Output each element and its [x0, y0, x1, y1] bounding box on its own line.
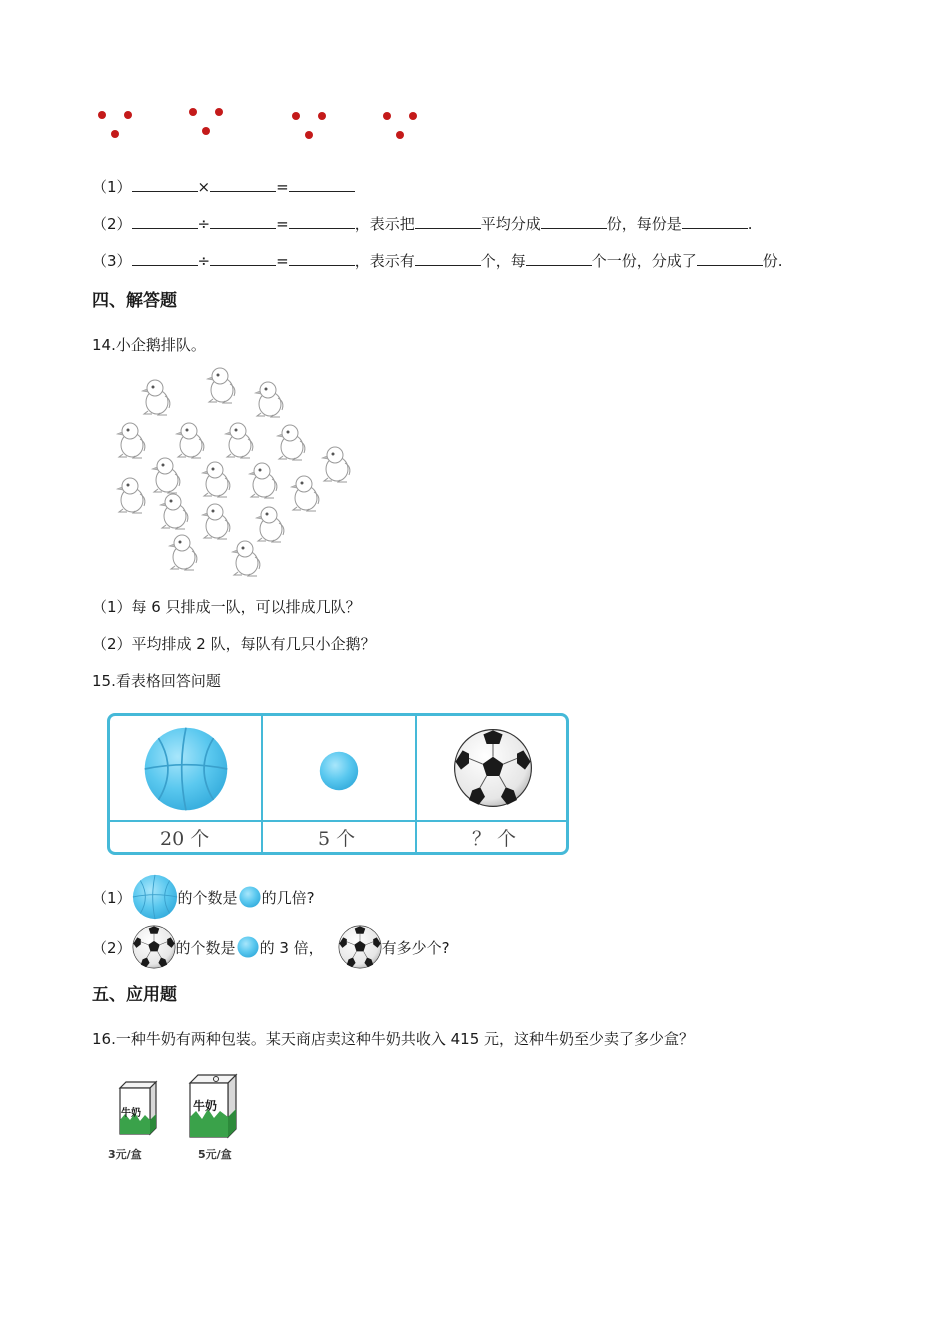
dot	[202, 127, 210, 135]
operator: =	[276, 178, 289, 196]
item-number: （1）	[92, 888, 132, 907]
basketball-count: 20 个	[160, 828, 210, 850]
penguin-icon	[275, 423, 309, 461]
q13-line2	[92, 213, 753, 234]
operator: ×	[197, 178, 211, 196]
dot	[396, 131, 404, 139]
item-number: （2）	[92, 215, 132, 233]
penguin-icon	[205, 366, 239, 404]
dot	[409, 112, 417, 120]
operator: ÷	[197, 215, 211, 233]
answer-blank[interactable]	[415, 251, 481, 266]
penguin-icon	[253, 380, 287, 418]
penguin-icon	[289, 474, 323, 512]
penguin-icon	[200, 460, 234, 498]
dot	[305, 131, 313, 139]
dot	[215, 108, 223, 116]
q15-title: 15.看表格回答问题	[92, 672, 221, 690]
penguin-icon	[223, 421, 257, 459]
penguin-icon	[200, 502, 234, 540]
item-number: （1）	[92, 178, 132, 196]
dot	[111, 130, 119, 138]
table-divider	[261, 716, 263, 852]
text: 有多少个?	[381, 938, 450, 957]
table-divider	[415, 716, 417, 852]
text: ，表示有	[354, 252, 415, 270]
milk-large-price: 5元/盒	[198, 1148, 232, 1161]
basketball-icon	[143, 726, 229, 812]
text: 个一份，分成了	[591, 252, 697, 270]
table-divider	[110, 820, 566, 822]
small-ball-icon	[319, 751, 359, 791]
text: 份.	[762, 252, 783, 270]
answer-blank[interactable]	[526, 251, 592, 266]
answer-blank[interactable]	[541, 214, 607, 229]
text: 个，每	[480, 252, 526, 270]
penguin-icon	[115, 421, 149, 459]
q13-line1	[92, 176, 355, 197]
section-4-title: 四、解答题	[92, 291, 177, 311]
answer-blank[interactable]	[415, 214, 481, 229]
penguin-icon	[174, 421, 208, 459]
q15-sub1	[92, 874, 315, 920]
penguin-icon	[158, 492, 192, 530]
answer-blank[interactable]	[289, 177, 355, 192]
text: 的个数是	[175, 938, 236, 957]
penguin-icon	[230, 539, 264, 577]
soccer-ball-count: ？ 个	[472, 828, 517, 850]
penguin-icon	[115, 476, 149, 514]
q14-sub1: （1）每 6 只排成一队，可以排成几队？	[92, 598, 361, 616]
dot	[383, 112, 391, 120]
operator: ÷	[197, 252, 211, 270]
basketball-icon	[132, 874, 178, 920]
text: 的个数是	[177, 888, 238, 907]
answer-blank[interactable]	[132, 177, 198, 192]
dot	[124, 111, 132, 119]
penguin-icon	[140, 378, 174, 416]
dot	[292, 112, 300, 120]
q15-sub2	[92, 924, 450, 970]
small-ball-icon	[239, 886, 261, 908]
text: 的几倍?	[261, 888, 315, 907]
item-number: （3）	[92, 252, 132, 270]
answer-blank[interactable]	[132, 251, 198, 266]
dot	[98, 111, 106, 119]
ball-count-table	[107, 713, 569, 855]
answer-blank[interactable]	[132, 214, 198, 229]
q16-title: 16.一种牛奶有两种包装。某天商店卖这种牛奶共收入 415 元，这种牛奶至少卖了多少盒？	[92, 1030, 695, 1048]
answer-blank[interactable]	[210, 214, 276, 229]
text: ，表示把	[354, 215, 415, 233]
section-5-title: 五、应用题	[92, 985, 177, 1005]
penguin-icon	[320, 445, 354, 483]
soccer-ball-icon	[453, 728, 533, 808]
answer-blank[interactable]	[289, 251, 355, 266]
text: .	[747, 215, 753, 233]
small-ball-icon	[237, 936, 259, 958]
text: 的 3 倍，	[259, 938, 324, 957]
penguin-icon	[254, 505, 288, 543]
q14-title: 14.小企鹅排队。	[92, 336, 206, 354]
answer-blank[interactable]	[697, 251, 763, 266]
soccer-ball-icon	[132, 925, 176, 969]
small-ball-count: 5 个	[318, 828, 356, 850]
milk-small-price: 3元/盒	[108, 1148, 142, 1161]
answer-blank[interactable]	[210, 177, 276, 192]
q14-sub2: （2）平均排成 2 队，每队有几只小企鹅？	[92, 635, 376, 653]
q13-line3	[92, 250, 783, 271]
item-number: （2）	[92, 938, 132, 957]
operator: =	[276, 252, 289, 270]
text: 份，每份是	[606, 215, 682, 233]
soccer-ball-icon	[338, 925, 382, 969]
answer-blank[interactable]	[210, 251, 276, 266]
answer-blank[interactable]	[289, 214, 355, 229]
milk-box-large-text: 牛奶	[193, 1099, 218, 1113]
answer-blank[interactable]	[682, 214, 748, 229]
dot	[189, 108, 197, 116]
operator: =	[276, 215, 289, 233]
penguin-icon	[150, 456, 184, 494]
dot	[318, 112, 326, 120]
milk-box-small-text: 牛奶	[121, 1108, 141, 1119]
penguin-icon	[247, 461, 281, 499]
text: 平均分成	[480, 215, 541, 233]
penguin-icon	[167, 533, 201, 571]
